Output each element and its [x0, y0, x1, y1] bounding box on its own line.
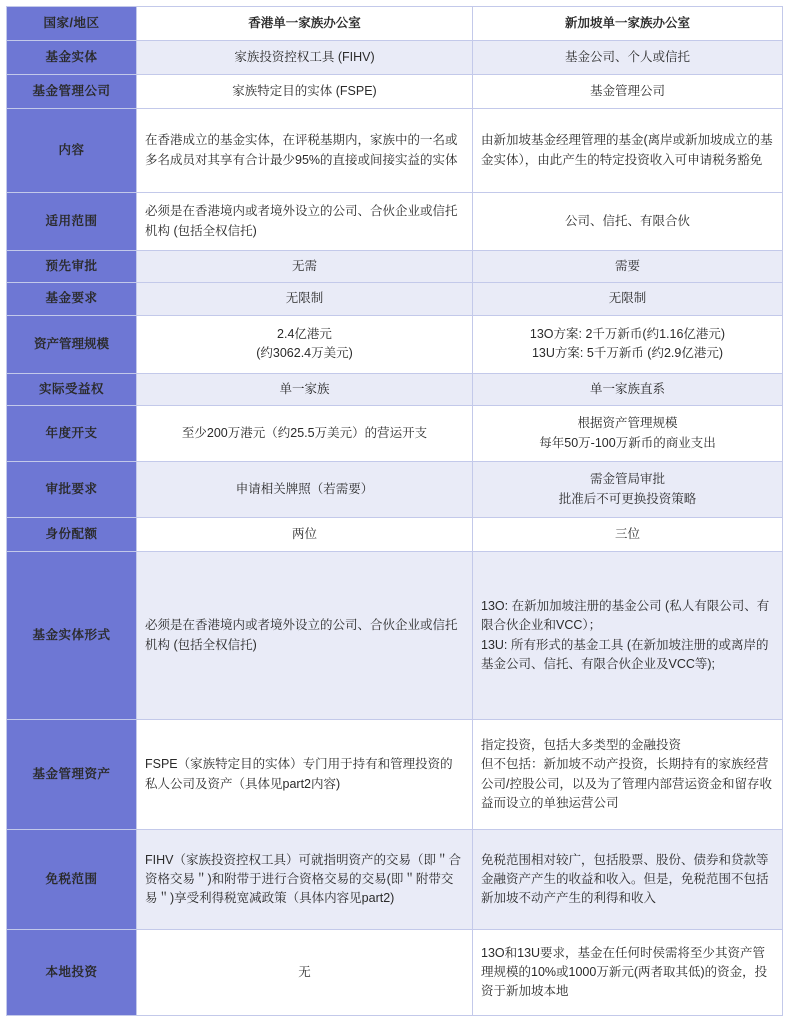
cell-fund-managed-assets-hk: FSPE（家族特定目的实体）专门用于持有和管理投资的私人公司及资产（具体见part2内容): [137, 720, 473, 830]
row-label-content: 内容: [7, 109, 137, 193]
header-sg-family-office: 新加坡单一家族办公室: [473, 7, 783, 41]
table-row: [7, 930, 783, 1016]
cell-tax-exemption-scope-sg: 免税范围相对较广，包括股票、股份、债券和贷款等金融资产产生的收益和收入。但是，免税范围不包括新加坡不动产产生的利得和收入: [473, 830, 783, 930]
table-row: [7, 462, 783, 518]
cell-approval-requirement-sg: [473, 462, 783, 518]
table-row: [7, 830, 783, 930]
comparison-table: [6, 6, 783, 1016]
cell-local-investment-hk: 无: [137, 930, 473, 1016]
row-label-applicable-scope: 适用范围: [7, 193, 137, 251]
cell-approval-requirement-sg-line2: 批准后不可更换投资策略: [558, 491, 697, 506]
row-label-aum: 资产管理规模: [7, 315, 137, 373]
cell-fund-managed-assets-sg-line2: 但不包括：新加坡不动产投资，长期持有的家族经营公司/控股公司，以及为了管理内部营运资金和留存收益而设立的单独运营公司: [481, 757, 772, 810]
cell-approval-requirement-hk: 申请相关牌照（若需要）: [137, 462, 473, 518]
cell-aum-sg: [473, 315, 783, 373]
cell-pre-approval-sg: 需要: [473, 251, 783, 283]
cell-fund-mgmt-company-hk: 家族特定目的实体 (FSPE): [137, 75, 473, 109]
row-label-identity-quota: 身份配额: [7, 518, 137, 552]
row-label-tax-exemption-scope: 免税范围: [7, 830, 137, 930]
row-label-fund-requirement: 基金要求: [7, 283, 137, 315]
cell-annual-expenses-sg-line2: 每年50万-100万新币的商业支出: [539, 435, 716, 450]
table-row: [7, 552, 783, 720]
table-row: [7, 7, 783, 41]
cell-fund-mgmt-company-sg: 基金管理公司: [473, 75, 783, 109]
table-row: [7, 193, 783, 251]
cell-aum-hk-line1: 2.4亿港元: [277, 326, 332, 341]
row-label-fund-entity: 基金实体: [7, 41, 137, 75]
cell-identity-quota-hk: 两位: [137, 518, 473, 552]
table-row: [7, 283, 783, 315]
cell-approval-requirement-sg-line1: 需金管局审批: [589, 472, 665, 487]
header-hk-family-office: 香港单一家族办公室: [137, 7, 473, 41]
table-row: [7, 518, 783, 552]
cell-identity-quota-sg: 三位: [473, 518, 783, 552]
cell-local-investment-sg: 13O和13U要求，基金在任何时侯需将至少其资产管理规模的10%或1000万新元(两者取其低)的资金，投资于新加坡本地: [473, 930, 783, 1016]
cell-applicable-scope-sg: 公司、信托、有限合伙: [473, 193, 783, 251]
cell-aum-sg-line2: 13U方案: 5千万新币 (约2.9亿港元): [531, 346, 723, 361]
row-label-approval-requirement: 审批要求: [7, 462, 137, 518]
row-label-local-investment: 本地投资: [7, 930, 137, 1016]
cell-fund-entity-sg: 基金公司、个人或信托: [473, 41, 783, 75]
cell-tax-exemption-scope-hk: FIHV（家族投资控权工具）可就指明资产的交易（即＂合资格交易＂)和附带于进行合资格交易的交易(即＂附带交易＂)享受利得税宽减政策（具体内容见part2): [137, 830, 473, 930]
table-row: [7, 41, 783, 75]
table-row: [7, 75, 783, 109]
cell-fund-entity-form-sg-line2: 13U: 所有形式的基金工具 (在新加坡注册的或离岸的基金公司、信托、有限合伙企业及VCC等);: [481, 637, 769, 671]
cell-fund-requirement-sg: 无限制: [473, 283, 783, 315]
cell-annual-expenses-hk: 至少200万港元（约25.5万美元）的营运开支: [137, 406, 473, 462]
cell-fund-requirement-hk: 无限制: [137, 283, 473, 315]
row-label-fund-managed-assets: 基金管理资产: [7, 720, 137, 830]
cell-fund-entity-form-sg: [473, 552, 783, 720]
cell-fund-managed-assets-sg: [473, 720, 783, 830]
table-row: [7, 406, 783, 462]
table-row: [7, 373, 783, 405]
table-row: [7, 251, 783, 283]
cell-annual-expenses-sg: [473, 406, 783, 462]
row-label-fund-management-company: 基金管理公司: [7, 75, 137, 109]
row-label-fund-entity-form: 基金实体形式: [7, 552, 137, 720]
cell-content-sg: 由新加坡基金经理管理的基金(离岸或新加坡成立的基金实体），由此产生的特定投资收入可申请税务豁免: [473, 109, 783, 193]
table-row: [7, 109, 783, 193]
table-row: [7, 315, 783, 373]
row-label-beneficial-ownership: 实际受益权: [7, 373, 137, 405]
row-label-pre-approval: 预先审批: [7, 251, 137, 283]
cell-beneficial-ownership-hk: 单一家族: [137, 373, 473, 405]
table-body: [7, 7, 783, 1016]
cell-beneficial-ownership-sg: 单一家族直系: [473, 373, 783, 405]
row-label-annual-expenses: 年度开支: [7, 406, 137, 462]
cell-pre-approval-hk: 无需: [137, 251, 473, 283]
cell-applicable-scope-hk: 必须是在香港境内或者境外设立的公司、合伙企业或信托机构 (包括全权信托): [137, 193, 473, 251]
cell-content-hk: 在香港成立的基金实体，在评税基期内，家族中的一名或多名成员对其享有合计最少95%的直接或间接实益的实体: [137, 109, 473, 193]
cell-aum-hk: [137, 315, 473, 373]
cell-annual-expenses-sg-line1: 根据资产管理规模: [577, 416, 678, 431]
cell-aum-hk-line2: (约3062.4万美元): [256, 346, 353, 361]
cell-aum-sg-line1: 13O方案: 2千万新币(约1.16亿港元): [529, 326, 726, 341]
cell-fund-entity-form-sg-line1: 13O: 在新加加坡注册的基金公司 (私人有限公司、有限合伙企业和VCC）；: [481, 598, 770, 633]
cell-fund-managed-assets-sg-line1: 指定投资，包括大多类型的金融投资: [481, 737, 682, 752]
cell-fund-entity-form-hk: 必须是在香港境内或者境外设立的公司、合伙企业或信托机构 (包括全权信托): [137, 552, 473, 720]
table-row: [7, 720, 783, 830]
row-label-country-region: 国家/地区: [7, 7, 137, 41]
cell-fund-entity-hk: 家族投资控权工具 (FIHV): [137, 41, 473, 75]
